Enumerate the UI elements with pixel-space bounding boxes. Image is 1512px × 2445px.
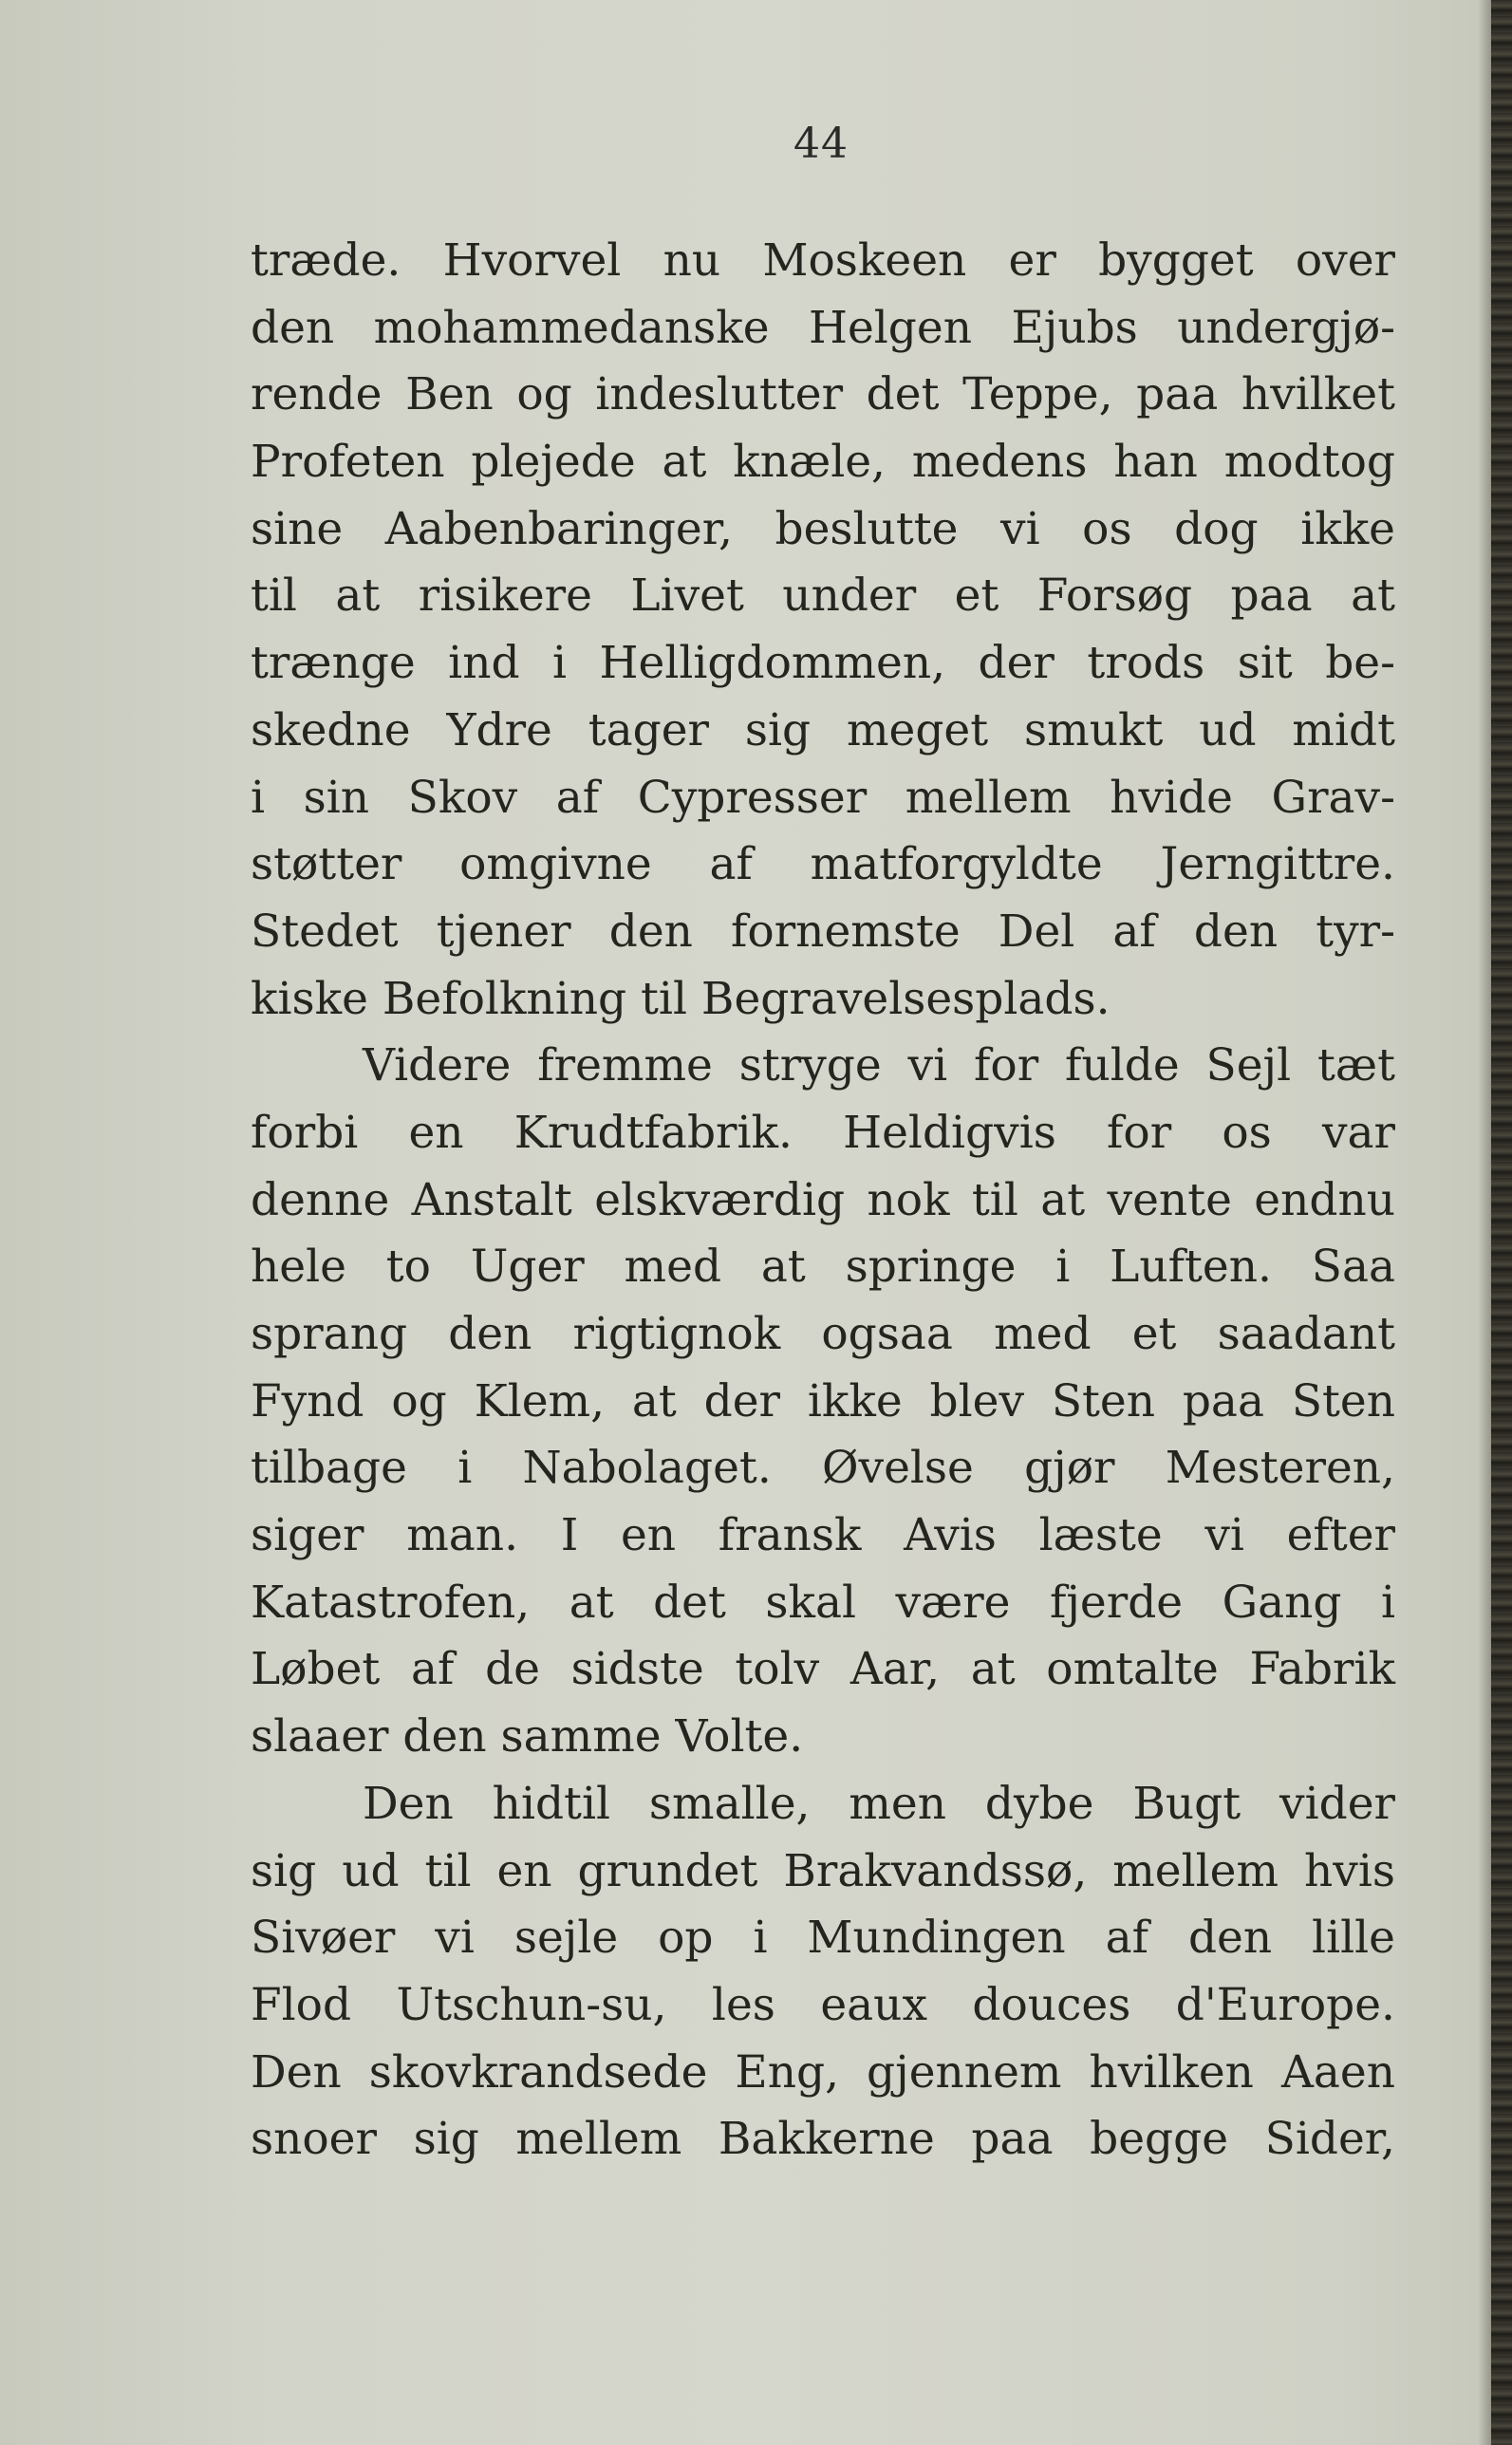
text-line: sig ud til en grundet Brakvandssø, mellem hvis [251,1844,1395,1897]
text-line: Løbet af de sidste tolv Aar, at omtalte Fabrik [251,1643,1395,1696]
page-edge-shadow [1478,0,1491,2445]
text-line: rende Ben og indeslutter det Teppe, paa hvilket [251,368,1395,421]
text-line: kiske Befolkning til Begravelsesplads. [251,972,1111,1025]
text-line: den mohammedanske Helgen Ejubs undergjø- [251,301,1395,354]
text-line: Katastrofen, at det skal være fjerde Gang i [251,1576,1395,1629]
text-line: denne Anstalt elskværdig nok til at vente endnu [251,1173,1395,1226]
text-line: hele to Uger med at springe i Luften. Saa [251,1241,1395,1294]
text-line: snoer sig mellem Bakkerne paa begge Sider, [251,2113,1395,2166]
text-line: trænge ind i Helligdommen, der trods sit be- [251,637,1395,690]
text-line: Stedet tjener den fornemste Del af den tyr- [251,905,1395,958]
text-line: i sin Skov af Cypresser mellem hvide Grav- [251,771,1395,824]
text-line: Videre fremme stryge vi for fulde Sejl tæt [363,1039,1395,1092]
text-line: Den skovkrandsede Eng, gjennem hvilken Aaen [251,2045,1395,2099]
text-line: træde. Hvorvel nu Moskeen er bygget over [251,234,1395,287]
text-line: skedne Ydre tager sig meget smukt ud midt [251,703,1395,756]
text-line: Flod Utschun-su, les eaux douces d'Europe. [251,1978,1395,2031]
body-text [251,228,1395,2174]
page-edge [1491,0,1512,2445]
text-line: Profeten plejede at knæle, medens han modtog [251,436,1395,489]
text-line: støtter omgivne af matforgyldte Jerngittre. [251,838,1395,891]
text-line: sine Aabenbaringer, beslutte vi os dog ikke [251,502,1395,555]
page-number: 44 [793,120,849,168]
text-line: forbi en Krudtfabrik. Heldigvis for os var [251,1106,1395,1159]
text-line: Fynd og Klem, at der ikke blev Sten paa Sten [251,1374,1395,1428]
text-line: slaaer den samme Volte. [251,1710,804,1764]
text-line: til at risikere Livet under et Forsøg paa at [251,569,1395,623]
text-line: Den hidtil smalle, men dybe Bugt vider [363,1777,1395,1830]
text-line: siger man. I en fransk Avis læste vi efter [251,1509,1395,1562]
text-line: sprang den rigtignok ogsaa med et saadant [251,1308,1395,1360]
text-line: Sivøer vi sejle op i Mundingen af den lille [251,1912,1395,1965]
text-line: tilbage i Nabolaget. Øvelse gjør Mesteren, [251,1442,1395,1495]
